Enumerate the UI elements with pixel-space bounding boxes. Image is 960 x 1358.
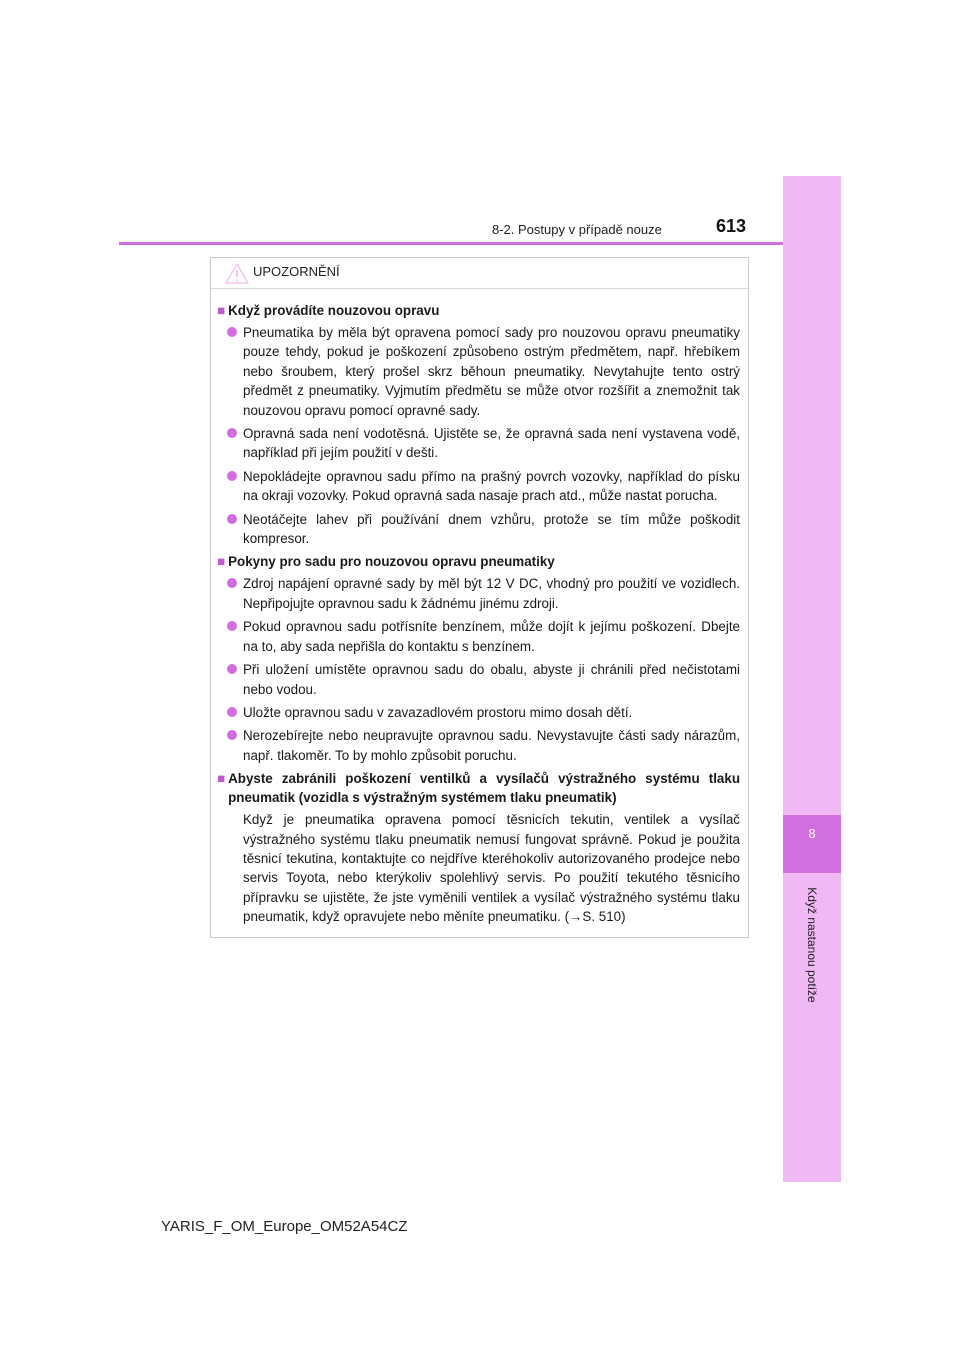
section-heading: ■ Abyste zabránili poškození ventilků a vysílačů výstražného systému tlaku pneumatik (vozidla s výstražným systémem tlaku pneumatik) — [217, 771, 740, 806]
list-item: Pneumatika by měla být opravena pomocí sady pro nouzovou opravu pneumatiky pouze tehdy, pokud je poškození způsobeno ostrým předmětem, např. hřebíkem nebo šroubem, který prošel skrz běhoun pneumatiky. Nevytahujte tento ostrý předmět z pneumatiky. Vyjmutím předmětu se může otvor rozšířit a znemožnit tak nouzovou opravu pomocí opravné sady. — [217, 323, 740, 420]
square-bullet-icon: ■ — [217, 771, 226, 787]
list-item: Opravná sada není vodotěsná. Ujistěte se, že opravná sada není vystavena vodě, například při jejím použití v dešti. — [217, 424, 740, 463]
section-heading: ■ Pokyny pro sadu pro nouzovou opravu pneumatiky — [217, 554, 555, 570]
list-item: Nerozebírejte nebo neupravujte opravnou sadu. Nevystavujte části sady nárazům, např. tlakoměr. To by mohlo způsobit poruchu. — [217, 726, 740, 765]
header-rule — [119, 242, 783, 245]
chapter-title: Když nastanou potíže — [805, 887, 819, 1003]
chapter-number: 8 — [808, 826, 816, 841]
bullet-dot-icon — [227, 514, 237, 524]
chapter-tab — [783, 815, 841, 873]
square-bullet-icon: ■ — [217, 554, 226, 570]
warning-body — [211, 289, 748, 927]
list-item: Při uložení umístěte opravnou sadu do obalu, abyste ji chránili před nečistotami nebo vodou. — [217, 660, 740, 699]
list-item: Neotáčejte lahev při používání dnem vzhůru, protože se tím může poškodit kompresor. — [217, 510, 740, 549]
bullet-dot-icon — [227, 428, 237, 438]
square-bullet-icon: ■ — [217, 303, 226, 318]
bullet-dot-icon — [227, 664, 237, 674]
bullet-dot-icon — [227, 327, 237, 337]
section-heading: ■ Když provádíte nouzovou opravu — [217, 303, 440, 318]
chapter-sidebar — [783, 176, 841, 1182]
list-item: Uložte opravnou sadu v zavazadlovém prostoru mimo dosah dětí. — [217, 703, 740, 722]
bullet-dot-icon — [227, 621, 237, 631]
list-item: Nepokládejte opravnou sadu přímo na prašný povrch vozovky, například do písku na okraji vozovky. Pokud opravná sada nasaje prach atd., může nastat porucha. — [217, 467, 740, 506]
paragraph: Když je pneumatika opravena pomocí těsnicích tekutin, ventilek a vysílač výstražného systému tlaku pneumatik nemusí fungovat správně. Pokud je použita těsnicí tekutina, kontaktujte co nejdříve kteréhokoliv autorizovaného prodejce nebo servis Toyota, nebo kterýkoliv spolehlivý servis. Po použití tekutého těsnicího přípravku se ujistěte, že jste vyměnili ventilek a vysílač výstražného systému tlaku pneumatik, když opravujete nebo měníte pneumatiku. (→S. 510) — [243, 812, 740, 925]
document-code: YARIS_F_OM_Europe_OM52A54CZ — [161, 1218, 408, 1235]
warning-box — [210, 257, 749, 938]
bullet-dot-icon — [227, 730, 237, 740]
list-item: Pokud opravnou sadu potřísníte benzínem, může dojít k jejímu poškození. Dbejte na to, aby sada nepřišla do kontaktu s benzínem. — [217, 617, 740, 656]
warning-triangle-icon — [225, 263, 249, 284]
list-item: Zdroj napájení opravné sady by měl být 12 V DC, vhodný pro použití ve vozidlech. Nepřipojujte opravnou sadu k žádnému jinému zdroji. — [217, 574, 740, 613]
warning-header — [211, 258, 748, 289]
bullet-dot-icon — [227, 471, 237, 481]
section-title: 8-2. Postupy v případě nouze — [492, 222, 662, 237]
bullet-dot-icon — [227, 707, 237, 717]
warning-label: UPOZORNĚNÍ — [253, 264, 340, 279]
page-number: 613 — [716, 216, 747, 236]
bullet-dot-icon — [227, 578, 237, 588]
